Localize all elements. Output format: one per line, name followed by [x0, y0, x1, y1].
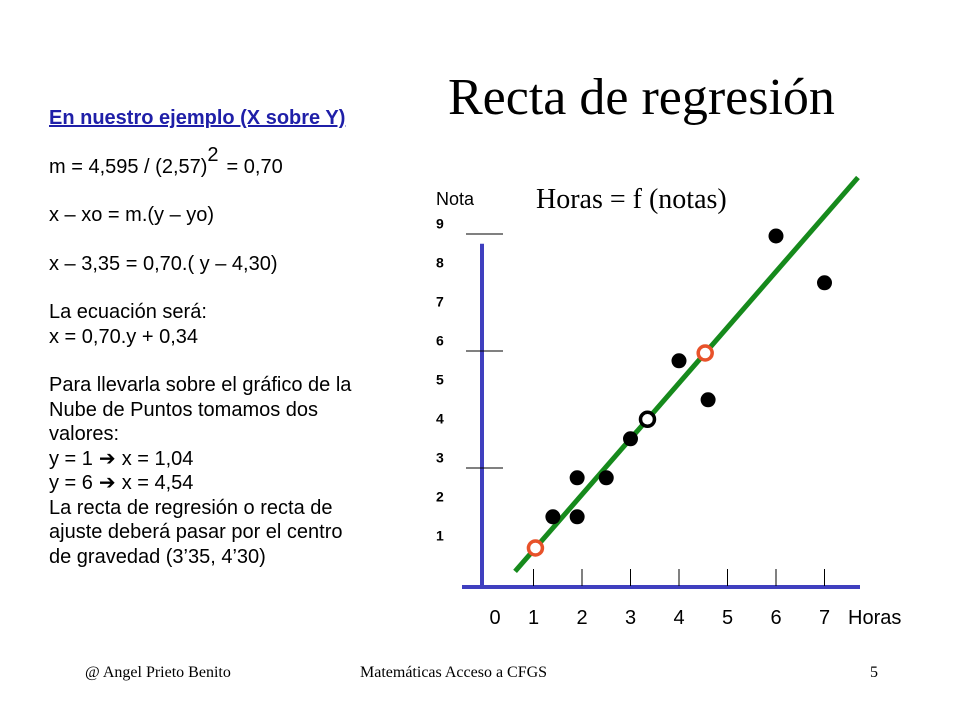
explanation-heading: En nuestro ejemplo (X sobre Y): [49, 107, 346, 129]
paragraph-line: Nube de Puntos tomamos dos: [49, 398, 319, 421]
slope-result: = 0,70: [226, 155, 283, 178]
y-tick-label: 1: [436, 527, 444, 544]
chart-title: Horas = f (notas): [536, 184, 727, 215]
page-title: Recta de regresión: [448, 69, 835, 126]
data-point: [623, 431, 638, 446]
arrow-right-icon: ➔: [98, 472, 116, 494]
data-point: [817, 275, 832, 290]
x-tick-label: 3: [624, 607, 637, 629]
value-left: y = 1: [49, 447, 93, 470]
x-axis-label: Horas: [848, 607, 902, 629]
data-point: [769, 229, 784, 244]
equation-label: La ecuación será:: [49, 301, 207, 323]
final-equation: x = 0,70.y + 0,34: [49, 325, 198, 348]
data-point: [570, 470, 585, 485]
y-tick-label: 9: [436, 215, 444, 232]
x-tick-label: 7: [818, 607, 831, 629]
y-axis-label: Nota: [436, 189, 475, 209]
paragraph-line: valores:: [49, 423, 120, 445]
slope-exponent: 2: [207, 143, 219, 166]
paragraph-line: Para llevarla sobre el gráfico de la: [49, 374, 352, 396]
footer-author: @ Angel Prieto Benito: [85, 664, 231, 681]
y-tick-label: 6: [436, 332, 444, 349]
x-tick-label: 5: [721, 607, 734, 629]
paragraph-line: ajuste deberá pasar por el centro: [49, 521, 343, 543]
x-tick-label: 1: [527, 607, 540, 629]
arrow-right-icon: ➔: [98, 447, 116, 470]
y-tick-label: 7: [436, 293, 444, 310]
value-left: y = 6: [49, 472, 93, 494]
value-right: x = 4,54: [121, 472, 194, 494]
y-tick-label: 4: [436, 410, 444, 427]
substituted-equation: x – 3,35 = 0,70.( y – 4,30): [49, 252, 278, 275]
value-right: x = 1,04: [121, 447, 194, 470]
page-number: 5: [870, 664, 878, 681]
point-slope-form: x – xo = m.(y – yo): [49, 204, 215, 226]
x-tick-label: 0: [489, 607, 501, 629]
regression-line: [515, 178, 858, 572]
y-tick-label: 5: [436, 371, 444, 388]
highlight-point: [528, 541, 542, 555]
data-point: [545, 509, 560, 524]
footer-course: Matemáticas Acceso a CFGS: [360, 664, 548, 681]
slope-prefix: m = 4,595 / (2,57): [49, 155, 208, 178]
highlight-point: [640, 412, 654, 426]
x-tick-label: 4: [673, 607, 685, 629]
data-point: [599, 470, 614, 485]
y-tick-label: 2: [436, 488, 444, 505]
highlight-point: [698, 346, 712, 360]
x-tick-label: 2: [576, 607, 588, 629]
y-tick-label: 8: [436, 254, 444, 271]
data-point: [672, 353, 687, 368]
x-tick-label: 6: [770, 607, 782, 629]
paragraph-line: de gravedad (3’35, 4’30): [49, 545, 266, 568]
data-point: [570, 509, 585, 524]
data-point: [701, 392, 716, 407]
paragraph-line: La recta de regresión o recta de: [49, 496, 333, 519]
y-tick-label: 3: [436, 449, 444, 466]
